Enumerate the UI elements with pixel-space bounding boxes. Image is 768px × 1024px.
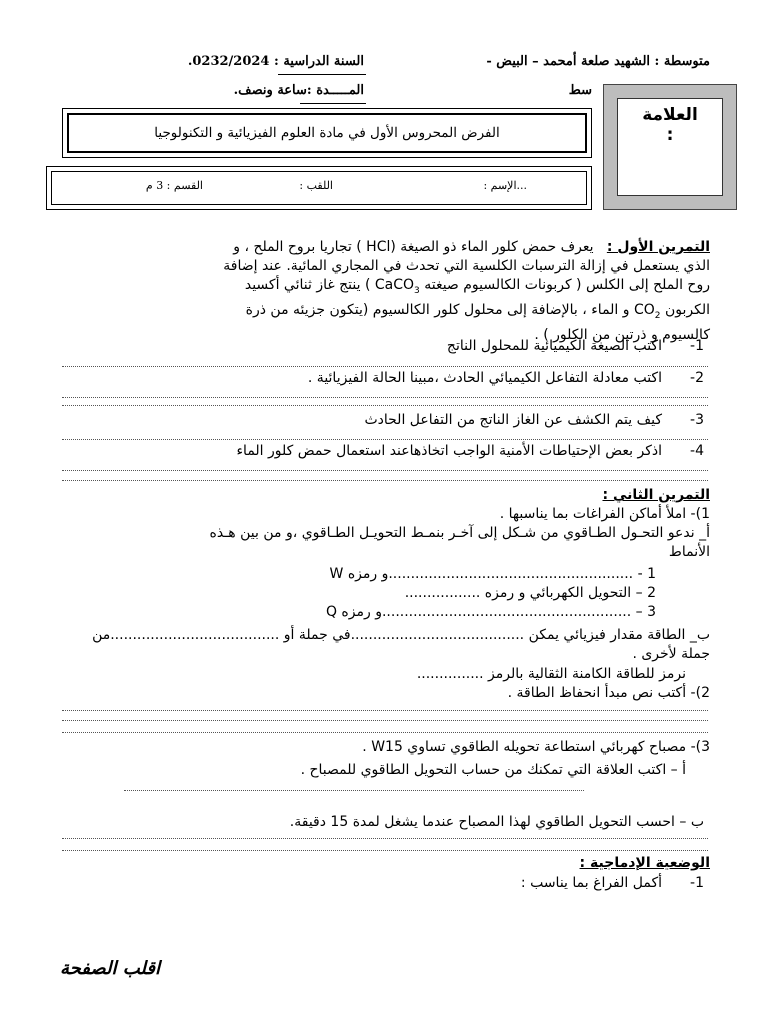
title-inner-frame	[67, 113, 587, 153]
ex1-q4-text: اذكر بعض الإحتياطات الأمنية الواجب اتخاذهاعند استعمال حمض كلور الماء	[236, 443, 662, 459]
student-info-box	[46, 166, 592, 210]
ex1-q3-num: -3	[690, 412, 704, 428]
exercise1-title: التمرين الأول :	[606, 239, 710, 255]
exercise1-intro-line2: الذي يستعمل في إزالة الترسبات الكلسية التي تحدث في المجاري المائية. عند إضافة	[223, 258, 710, 274]
student-class-field[interactable]: القسم : 3 م	[145, 179, 203, 192]
answer-line[interactable]	[62, 838, 708, 839]
duration: المـــــدة :ساعة ونصف.	[233, 83, 364, 98]
exercise2	[60, 486, 710, 562]
ex1-q4-num: -4	[690, 443, 704, 459]
grade-label: العلامة	[642, 105, 698, 125]
turn-page-note: اقلب الصفحة	[60, 958, 160, 979]
ex2-item1[interactable]: 1 - .......................................................و رمزه W	[329, 566, 656, 582]
student-surname-field[interactable]: اللقب :	[299, 179, 333, 192]
answer-line[interactable]	[62, 710, 708, 711]
exercise2-title: التمرين الثاني :	[602, 487, 710, 503]
level: سط	[568, 83, 592, 98]
title-frame	[62, 108, 592, 158]
grade-box-inner	[617, 98, 723, 196]
year-underline	[278, 74, 366, 75]
ex2-q3a: أ – اكتب العلاقة التي تمكنك من حساب التحويل الطاقوي للمصباح .	[300, 762, 686, 778]
exercise1-intro	[60, 238, 710, 345]
answer-line[interactable]	[62, 470, 708, 471]
exam-title: الفرض المحروس الأول في مادة العلوم الفيزيائية و التكنولوجيا	[154, 125, 500, 141]
grade-box	[603, 84, 737, 210]
ex1-q3-text: كيف يتم الكشف عن الغاز الناتج من التفاعل الحادث	[364, 412, 662, 428]
answer-line[interactable]	[62, 480, 708, 481]
integration-title: الوضعية الإدماجية :	[579, 855, 710, 871]
grade-colon: :	[666, 125, 674, 145]
student-name-field[interactable]: ...الإسم :	[483, 179, 527, 192]
ex2-q2: 2)- أكتب نص مبدأ انحفاظ الطاقة .	[507, 685, 710, 701]
school-name: متوسطة : الشهيد صلعة أمحمد – البيض -	[486, 54, 710, 69]
ex2-q1b-line2: جملة لأخرى .	[632, 646, 710, 662]
answer-line-short[interactable]	[124, 790, 584, 791]
answer-line[interactable]	[62, 366, 708, 367]
ex2-q1a-line2: الأنماط	[668, 544, 710, 560]
school-year: السنة الدراسية : 0232/2024.	[187, 54, 364, 69]
ex2-q3b: ب – احسب التحويل الطاقوي لهذا المصباح عندما يشغل لمدة 15 دقيقة.	[289, 814, 704, 830]
ex2-q1a-line1: أ_ ندعو التحـول الطـاقوي من شـكل إلى آخـر بنمـط التحويـل الطـاقوي ،و من بين هـذه	[209, 525, 710, 541]
ex2-q1: 1)- املأ أماكن الفراغات بما يناسبها .	[499, 506, 710, 522]
duration-underline	[300, 103, 366, 104]
ex2-q3: 3)- مصباح كهربائي استطاعة تحويله الطاقوي تساوي W15 .	[362, 739, 710, 755]
integration-q1-text: أكمل الفراغ بما يناسب :	[520, 875, 662, 891]
answer-line[interactable]	[62, 720, 708, 721]
ex1-q1-num: -1	[690, 338, 704, 354]
answer-line[interactable]	[62, 405, 708, 406]
ex1-q2-num: -2	[690, 370, 704, 386]
answer-line[interactable]	[62, 850, 708, 851]
exercise1-intro-line1: يعرف حمض كلور الماء ذو الصيغة (HCl ) تجاريا بروح الملح ، و	[233, 239, 594, 255]
ex2-q1b	[60, 626, 710, 664]
ex2-q1b-line1[interactable]: ب_ الطاقة مقدار فيزيائي يمكن .......................................في جملة أو ......................................من	[92, 627, 710, 643]
exercise1-intro-line3: روح الملح إلى الكلس ( كربونات الكالسيوم صيغته CaCO$_3$ ) ينتج غاز ثنائي أكسيد	[244, 277, 710, 296]
integration-q1-num: -1	[690, 875, 704, 891]
answer-line[interactable]	[62, 732, 708, 733]
exercise1-intro-line5: كالسيوم و ذرتين من الكلور ) .	[534, 326, 710, 343]
ex2-item2[interactable]: 2 – التحويل الكهربائي و رمزه .................	[404, 585, 656, 601]
ex2-q1b-line3[interactable]: نرمز للطاقة الكامنة الثقالية بالرمز ...............	[416, 666, 686, 682]
exercise1-intro-line4: الكربون $CO_2$ و الماء ، بالإضافة إلى محلول كلور الكالسيوم (يتكون جزيئه من ذرة	[245, 301, 710, 321]
ex1-q1-text: اكتب الصيغة الكيميائية للمحلول الناتج	[446, 338, 662, 354]
answer-line[interactable]	[62, 439, 708, 440]
ex2-item3[interactable]: 3 – ........................................................و رمزه Q	[325, 604, 656, 620]
answer-line[interactable]	[62, 397, 708, 398]
ex1-q2-text: اكتب معادلة التفاعل الكيميائي الحادث ،مبينا الحالة الفيزيائية .	[307, 370, 662, 386]
